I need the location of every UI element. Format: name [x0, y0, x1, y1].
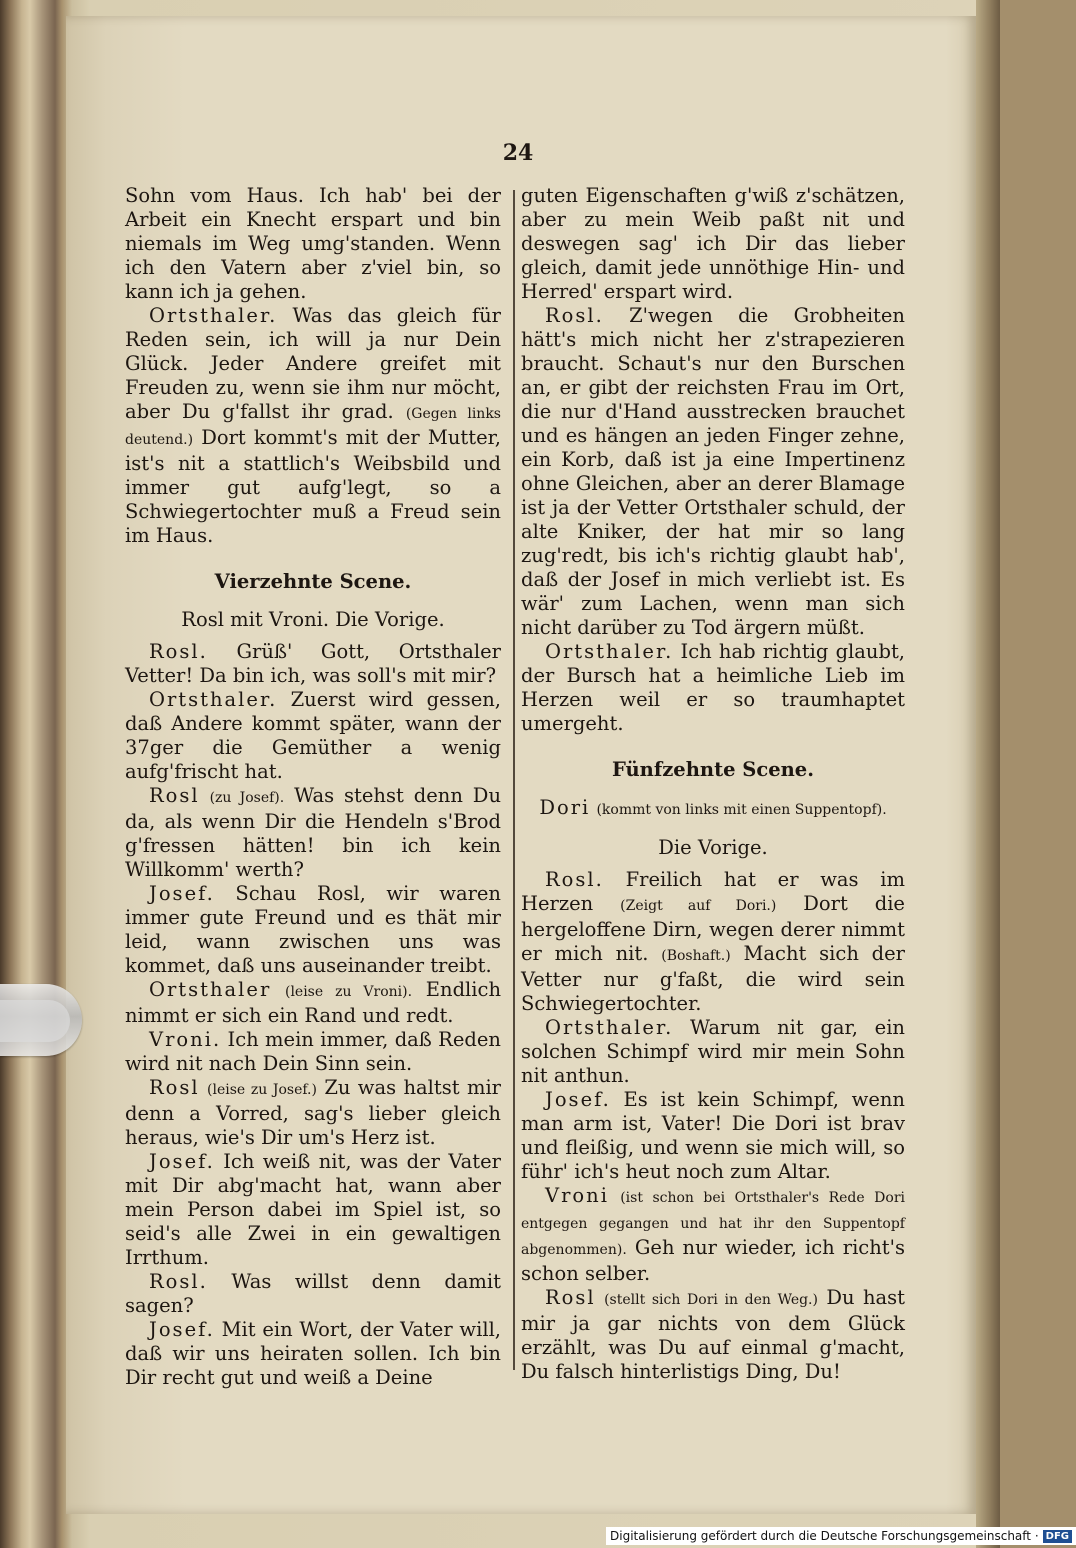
dialogue-text: Was stehst denn Du da, als wenn Dir die Hendeln s'Brod g'fressen hätten! bin ich kein Willkomm' werth?: [125, 784, 501, 881]
speaker-name: Rosl: [149, 1076, 200, 1099]
cast-line: Rosl mit Vroni. Die Vorige.: [181, 608, 445, 631]
dialogue-paragraph: [521, 1016, 905, 1088]
stage-direction: (Boshaft.): [661, 948, 731, 964]
next-page-edge: [976, 0, 1000, 1548]
speaker-name: Rosl: [545, 1286, 596, 1309]
dialogue-text: Endlich nimmt er sich ein Rand und redt.: [125, 978, 502, 1027]
dialogue-text: Ich mein immer, daß Reden wird nit nach Dein Sinn sein.: [125, 1028, 501, 1075]
dialogue-paragraph: [125, 882, 501, 978]
dialogue-paragraph: [125, 1318, 501, 1390]
dialogue-text: Du hast mir ja gar nichts von dem Glück erzählt, was Du auf einmal g'macht, Du falsch hinterlistigs Ding, Du!: [521, 1286, 906, 1383]
dialogue-text: Macht sich der Vetter nur g'faßt, die wird sein Schwiegertochter.: [521, 942, 905, 1015]
speaker-name: Vroni.: [149, 1028, 222, 1051]
entrance-line: [521, 796, 905, 822]
dialogue-paragraph: [125, 1150, 501, 1270]
stage-direction: (zu Josef).: [209, 790, 285, 806]
stage-direction: (leise zu Vroni).: [284, 984, 413, 1000]
dialogue-text: Grüß' Gott, Ortsthaler Vetter! Da bin ich, was soll's mit mir?: [125, 640, 501, 687]
dialogue-paragraph: [125, 184, 501, 304]
dialogue-text: Dort kommt's mit der Mutter, ist's nit a stattlich's Weibsbild und immer gut aufg'legt, so a Schwiegertochter muß a Freud sein im Haus.: [125, 426, 501, 547]
stage-direction: (leise zu Josef.): [207, 1082, 317, 1098]
dialogue-paragraph: [521, 1088, 905, 1184]
dialogue-text: Geh nur wieder, ich richt's schon selber.: [521, 1236, 905, 1285]
dialogue-text: Zuerst wird gessen, daß Andere kommt später, wann der 37ger die Gemüther a wenig aufg'frischt hat.: [125, 688, 501, 783]
dialogue-paragraph: [521, 1286, 905, 1384]
dialogue-paragraph: [125, 1270, 501, 1318]
dialogue-text: Z'wegen die Grobheiten hätt's mich nicht her z'strapezieren braucht. Schaut's nur den Burschen an, er gibt der reichsten Frau im Ort, die nur d'Hand ausstrecken brauchet und es hängen an jeden Finger zehne, ein Korb, daß ist ja eine Impertinenz ohne Gleichen, aber an derer Blamage ist ja der Vetter Ortsthaler schuld, der alte Kniker, der hat mir so lang zug'redt, bis ich's richtig glaubt hab', daß der Josef in mich verliebt ist. Es wär' zum Lachen, wenn man sich nicht darüber zu Tod ärgern müßt.: [521, 304, 905, 639]
speaker-name: Josef.: [149, 1318, 215, 1341]
dialogue-paragraph: [125, 640, 501, 688]
column-divider: [513, 190, 515, 1370]
page-clip-inner: [0, 1000, 70, 1042]
speaker-name: Ortsthaler.: [149, 304, 278, 327]
left-column: [125, 184, 501, 1390]
dialogue-paragraph: [125, 688, 501, 784]
dialogue-text: Freilich hat er was im Herzen: [521, 868, 906, 915]
stage-direction: (stellt sich Dori in den Weg.): [604, 1292, 818, 1308]
credit-text: Digitalisierung gefördert durch die Deutsche Forschungsgemeinschaft ·: [610, 1529, 1039, 1543]
dialogue-paragraph: [125, 304, 501, 548]
dialogue-paragraph: [125, 1076, 501, 1150]
speaker-name: Ortsthaler.: [545, 1016, 674, 1039]
dialogue-text: guten Eigenschaften g'wiß z'schätzen, aber zu mein Weib paßt nit und deswegen sag' ich Dir das lieber gleich, damit jede unnöthige Hin- und Herred' erspart wird.: [521, 184, 905, 303]
dialogue-text: Ich hab richtig glaubt, der Bursch hat a heimliche Lieb im Herzen weil er so traumhaptet umergeht.: [521, 640, 905, 735]
right-column: [521, 184, 905, 1384]
digitization-credit: [606, 1527, 1076, 1545]
dialogue-paragraph: [521, 304, 905, 640]
stage-direction: (ist schon bei Ortsthaler's Rede Dori entgegen gegangen und hat ihr den Suppentopf abgenommen).: [521, 1190, 905, 1258]
dialogue-paragraph: [521, 1184, 905, 1286]
speaker-name: Rosl.: [149, 640, 208, 663]
dialogue-text: Schau Rosl, wir waren immer gute Freund und es thät mir leid, wann zwischen uns was kommet, daß uns auseinander treibt.: [125, 882, 501, 977]
speaker-name: Josef.: [149, 882, 215, 905]
dialogue-paragraph: [521, 640, 905, 736]
dialogue-text: Es ist kein Schimpf, wenn man arm ist, Vater! Die Dori ist brav und fleißig, und wenn sie mich will, so führ' ich's heut noch zum Altar.: [521, 1088, 905, 1183]
dialogue-paragraph: [521, 868, 905, 1016]
cast-line: Die Vorige.: [658, 836, 768, 859]
speaker-name: Rosl.: [545, 304, 604, 327]
dfg-logo: DFG: [1043, 1530, 1072, 1543]
dialogue-text: Ich weiß nit, was der Vater mit Dir abg'macht hat, wann aber mein Person dabei im Spiel ist, so seid's alle Zwei in ein gewaltigen Irrthum.: [125, 1150, 501, 1269]
dialogue-paragraph: [125, 978, 501, 1028]
dialogue-text: Was willst denn damit sagen?: [125, 1270, 501, 1317]
dialogue-paragraph: [125, 1028, 501, 1076]
speaker-name: Ortsthaler: [149, 978, 272, 1001]
speaker-name: Rosl: [149, 784, 200, 807]
dialogue-text: Warum nit gar, ein solchen Schimpf wird mir mein Sohn nit anthun.: [521, 1016, 905, 1087]
scene-heading: Fünfzehnte Scene.: [611, 758, 815, 781]
dialogue-paragraph: [125, 784, 501, 882]
speaker-name: Ortsthaler.: [545, 640, 674, 663]
dialogue-text: Mit ein Wort, der Vater will, daß wir uns heiraten sollen. Ich bin Dir recht gut und weiß a Deine: [125, 1318, 502, 1389]
page-number: 24: [502, 140, 534, 166]
speaker-name: Vroni: [545, 1184, 609, 1207]
stage-direction: (Gegen links deutend.): [125, 406, 501, 448]
stage-direction: (Zeigt auf Dori.): [620, 898, 777, 914]
speaker-name: Dori: [539, 796, 591, 819]
dialogue-text: Sohn vom Haus. Ich hab' bei der Arbeit ein Knecht erspart und bin niemals im Weg umg'standen. Wenn ich den Vatern aber z'viel bin, so kann ich ja gehen.: [125, 184, 501, 303]
speaker-name: Rosl.: [545, 868, 604, 891]
dialogue-paragraph: [521, 184, 905, 304]
speaker-name: Josef.: [545, 1088, 611, 1111]
dialogue-text: Was das gleich für Reden sein, ich will ja nur Dein Glück. Jeder Andere greifet mit Freuden zu, wenn sie ihm nur möcht, aber Du g'fallst ihr grad.: [125, 304, 501, 423]
dialogue-text: Zu was haltst mir denn a Vorred, sag's lieber gleich heraus, wie's Dir um's Herz ist.: [125, 1076, 502, 1149]
speaker-name: Josef.: [149, 1150, 215, 1173]
speaker-name: Rosl.: [149, 1270, 208, 1293]
stage-direction: (kommt von links mit einen Suppentopf).: [596, 802, 887, 818]
speaker-name: Ortsthaler.: [149, 688, 278, 711]
dialogue-text: Dort die hergeloffene Dirn, wegen derer nimmt er mich nit.: [521, 892, 905, 965]
scene-heading: Vierzehnte Scene.: [214, 570, 412, 593]
